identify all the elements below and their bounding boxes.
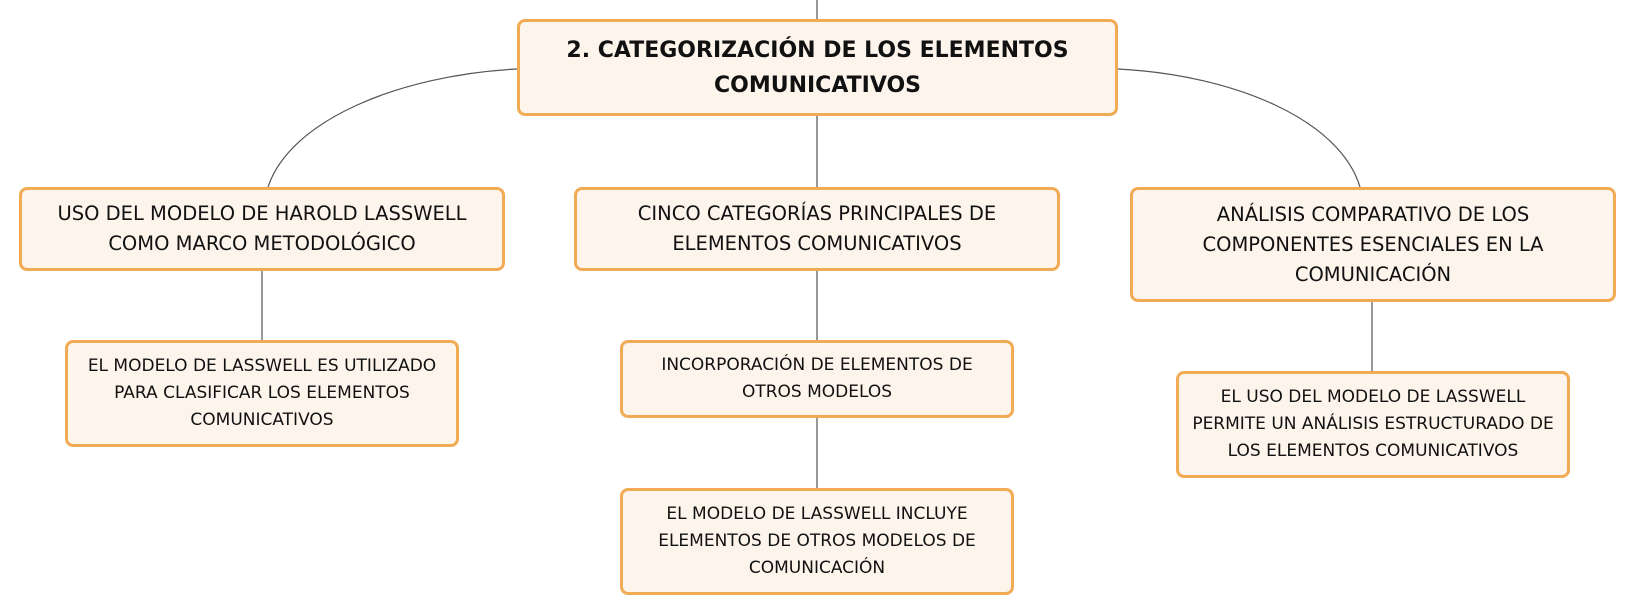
subtopic-structured-analysis[interactable]: [1176, 371, 1570, 478]
root-topic[interactable]: [517, 19, 1118, 116]
subtopic-incorporation-other-models[interactable]: [620, 340, 1014, 418]
connector-root-branch-1: [268, 69, 517, 187]
branch-five-categories[interactable]: [574, 187, 1060, 271]
subtopic-label: EL USO DEL MODELO DE LASSWELL PERMITE UN ANÁLISIS ESTRUCTURADO DE LOS ELEMENTOS COMUNICATIVOS: [1192, 387, 1554, 461]
branch-label: CINCO CATEGORÍAS PRINCIPALES DE ELEMENTOS COMUNICATIVOS: [637, 202, 997, 255]
connector-root-branch-3: [1118, 69, 1360, 187]
subtopic-lasswell-includes-elements[interactable]: [620, 488, 1014, 595]
branch-comparative-analysis[interactable]: [1130, 187, 1616, 302]
subtopic-label: INCORPORACIÓN DE ELEMENTOS DE OTROS MODELOS: [661, 355, 973, 402]
root-topic-label: 2. CATEGORIZACIÓN DE LOS ELEMENTOS COMUNICATIVOS: [566, 37, 1069, 98]
branch-label: USO DEL MODELO DE HAROLD LASSWELL COMO MARCO METODOLÓGICO: [57, 202, 467, 255]
subtopic-label: EL MODELO DE LASSWELL ES UTILIZADO PARA CLASIFICAR LOS ELEMENTOS COMUNICATIVOS: [87, 356, 437, 430]
subtopic-label: EL MODELO DE LASSWELL INCLUYE ELEMENTOS DE OTROS MODELOS DE COMUNICACIÓN: [658, 504, 976, 578]
branch-label: ANÁLISIS COMPARATIVO DE LOS COMPONENTES ESENCIALES EN LA COMUNICACIÓN: [1202, 202, 1544, 286]
branch-harold-lasswell-framework[interactable]: [19, 187, 505, 271]
subtopic-lasswell-classify[interactable]: [65, 340, 459, 447]
